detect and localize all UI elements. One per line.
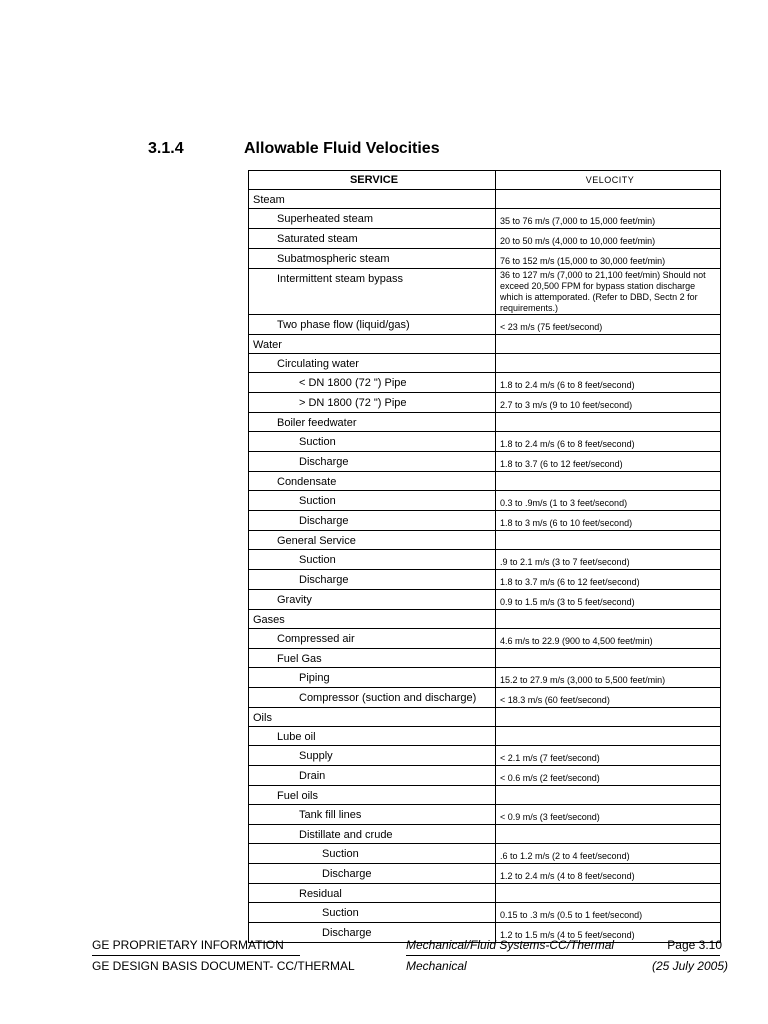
service-cell: Boiler feedwater bbox=[249, 413, 496, 432]
footer-rule-left bbox=[92, 955, 300, 956]
section-title: Allowable Fluid Velocities bbox=[244, 140, 440, 157]
service-cell: Condensate bbox=[249, 472, 496, 491]
velocity-cell bbox=[496, 413, 721, 432]
service-cell: Suction bbox=[249, 491, 496, 511]
table-row bbox=[249, 844, 721, 864]
service-cell: Compressor (suction and discharge) bbox=[249, 688, 496, 708]
table-row bbox=[249, 903, 721, 923]
service-cell: Suction bbox=[249, 432, 496, 452]
table-row bbox=[249, 393, 721, 413]
table-row bbox=[249, 884, 721, 903]
table-row bbox=[249, 708, 721, 727]
velocity-cell bbox=[496, 354, 721, 373]
velocity-cell: 0.3 to .9m/s (1 to 3 feet/second) bbox=[496, 491, 721, 511]
velocity-cell: 0.9 to 1.5 m/s (3 to 5 feet/second) bbox=[496, 590, 721, 610]
service-cell: Discharge bbox=[249, 452, 496, 472]
table-row bbox=[249, 413, 721, 432]
table-row bbox=[249, 766, 721, 786]
velocity-cell: .9 to 2.1 m/s (3 to 7 feet/second) bbox=[496, 550, 721, 570]
service-cell: Gases bbox=[249, 610, 496, 629]
service-cell: > DN 1800 (72 ") Pipe bbox=[249, 393, 496, 413]
footer-document: GE DESIGN BASIS DOCUMENT- CC/THERMAL bbox=[92, 959, 355, 973]
velocity-cell: < 18.3 m/s (60 feet/second) bbox=[496, 688, 721, 708]
velocity-cell: 2.7 to 3 m/s (9 to 10 feet/second) bbox=[496, 393, 721, 413]
service-cell: Fuel oils bbox=[249, 786, 496, 805]
velocity-cell: < 0.6 m/s (2 feet/second) bbox=[496, 766, 721, 786]
table-row bbox=[249, 229, 721, 249]
table-row bbox=[249, 209, 721, 229]
velocity-cell: 1.2 to 1.5 m/s (4 to 5 feet/second) bbox=[496, 923, 721, 943]
footer-section-path: Mechanical/Fluid Systems-CC/Thermal bbox=[406, 938, 615, 952]
velocity-cell: 36 to 127 m/s (7,000 to 21,100 feet/min) Should not exceed 20,500 FPM for bypass station discharge which is attemporated. (Refer to DBD, Sectn 2 for requirements.) bbox=[496, 269, 721, 315]
table-row bbox=[249, 590, 721, 610]
velocity-cell: 35 to 76 m/s (7,000 to 15,000 feet/min) bbox=[496, 209, 721, 229]
velocity-cell bbox=[496, 335, 721, 354]
table-row bbox=[249, 805, 721, 825]
footer-chapter: Mechanical bbox=[406, 959, 467, 973]
service-cell: Two phase flow (liquid/gas) bbox=[249, 315, 496, 335]
footer-page-number: Page 3.10 bbox=[667, 938, 722, 952]
service-cell: Distillate and crude bbox=[249, 825, 496, 844]
velocity-cell: 76 to 152 m/s (15,000 to 30,000 feet/min) bbox=[496, 249, 721, 269]
service-cell: Intermittent steam bypass bbox=[249, 269, 496, 315]
velocity-cell bbox=[496, 649, 721, 668]
service-cell: Saturated steam bbox=[249, 229, 496, 249]
service-cell: Fuel Gas bbox=[249, 649, 496, 668]
table-body bbox=[249, 190, 721, 943]
table-row bbox=[249, 452, 721, 472]
velocity-cell bbox=[496, 190, 721, 209]
table-row bbox=[249, 688, 721, 708]
table-row bbox=[249, 786, 721, 805]
velocity-cell bbox=[496, 884, 721, 903]
table-header-row bbox=[249, 171, 721, 190]
table-row bbox=[249, 335, 721, 354]
service-cell: Suction bbox=[249, 550, 496, 570]
table-row bbox=[249, 864, 721, 884]
service-cell: Drain bbox=[249, 766, 496, 786]
service-cell: Supply bbox=[249, 746, 496, 766]
velocity-cell bbox=[496, 825, 721, 844]
velocity-cell: < 0.9 m/s (3 feet/second) bbox=[496, 805, 721, 825]
table-row bbox=[249, 531, 721, 550]
service-cell: Circulating water bbox=[249, 354, 496, 373]
table-row bbox=[249, 354, 721, 373]
service-cell: Residual bbox=[249, 884, 496, 903]
velocity-cell bbox=[496, 727, 721, 746]
service-cell: Superheated steam bbox=[249, 209, 496, 229]
velocity-cell: 0.15 to .3 m/s (0.5 to 1 feet/second) bbox=[496, 903, 721, 923]
table-row bbox=[249, 511, 721, 531]
table-row bbox=[249, 472, 721, 491]
service-cell: < DN 1800 (72 ") Pipe bbox=[249, 373, 496, 393]
footer-proprietary: GE PROPRIETARY INFORMATION bbox=[92, 938, 284, 952]
velocity-cell: 1.2 to 2.4 m/s (4 to 8 feet/second) bbox=[496, 864, 721, 884]
velocity-table bbox=[248, 170, 721, 943]
service-cell: Water bbox=[249, 335, 496, 354]
table-row bbox=[249, 269, 721, 315]
velocity-cell: < 23 m/s (75 feet/second) bbox=[496, 315, 721, 335]
table-row bbox=[249, 668, 721, 688]
table-row bbox=[249, 727, 721, 746]
table-row bbox=[249, 610, 721, 629]
service-cell: Oils bbox=[249, 708, 496, 727]
header-velocity: VELOCITY bbox=[496, 171, 721, 190]
footer-date: (25 July 2005) bbox=[651, 959, 728, 973]
table-row bbox=[249, 570, 721, 590]
service-cell: Lube oil bbox=[249, 727, 496, 746]
velocity-cell: 1.8 to 2.4 m/s (6 to 8 feet/second) bbox=[496, 373, 721, 393]
velocity-cell: 1.8 to 3 m/s (6 to 10 feet/second) bbox=[496, 511, 721, 531]
velocity-cell bbox=[496, 531, 721, 550]
table-row bbox=[249, 373, 721, 393]
service-cell: Steam bbox=[249, 190, 496, 209]
service-cell: Gravity bbox=[249, 590, 496, 610]
velocity-cell bbox=[496, 472, 721, 491]
velocity-cell: < 2.1 m/s (7 feet/second) bbox=[496, 746, 721, 766]
table-row bbox=[249, 315, 721, 335]
velocity-cell: .6 to 1.2 m/s (2 to 4 feet/second) bbox=[496, 844, 721, 864]
table-row bbox=[249, 550, 721, 570]
service-cell: Subatmospheric steam bbox=[249, 249, 496, 269]
table-row bbox=[249, 649, 721, 668]
service-cell: Discharge bbox=[249, 923, 496, 943]
table-row bbox=[249, 746, 721, 766]
section-number: 3.1.4 bbox=[148, 140, 184, 157]
table-row bbox=[249, 825, 721, 844]
header-service: SERVICE bbox=[249, 171, 496, 190]
table-row bbox=[249, 629, 721, 649]
velocity-cell bbox=[496, 708, 721, 727]
velocity-cell: 1.8 to 3.7 m/s (6 to 12 feet/second) bbox=[496, 570, 721, 590]
velocity-cell: 1.8 to 2.4 m/s (6 to 8 feet/second) bbox=[496, 432, 721, 452]
service-cell: Discharge bbox=[249, 570, 496, 590]
velocity-cell bbox=[496, 610, 721, 629]
service-cell: Piping bbox=[249, 668, 496, 688]
table-row bbox=[249, 432, 721, 452]
footer-rule-right bbox=[406, 955, 720, 956]
service-cell: General Service bbox=[249, 531, 496, 550]
velocity-cell: 1.8 to 3.7 (6 to 12 feet/second) bbox=[496, 452, 721, 472]
velocity-cell bbox=[496, 786, 721, 805]
service-cell: Tank fill lines bbox=[249, 805, 496, 825]
service-cell: Suction bbox=[249, 844, 496, 864]
table-row bbox=[249, 190, 721, 209]
table-row bbox=[249, 249, 721, 269]
service-cell: Discharge bbox=[249, 864, 496, 884]
service-cell: Compressed air bbox=[249, 629, 496, 649]
service-cell: Suction bbox=[249, 903, 496, 923]
velocity-cell: 20 to 50 m/s (4,000 to 10,000 feet/min) bbox=[496, 229, 721, 249]
table-row bbox=[249, 491, 721, 511]
velocity-cell: 4.6 m/s to 22.9 (900 to 4,500 feet/min) bbox=[496, 629, 721, 649]
service-cell: Discharge bbox=[249, 511, 496, 531]
velocity-cell: 15.2 to 27.9 m/s (3,000 to 5,500 feet/min) bbox=[496, 668, 721, 688]
